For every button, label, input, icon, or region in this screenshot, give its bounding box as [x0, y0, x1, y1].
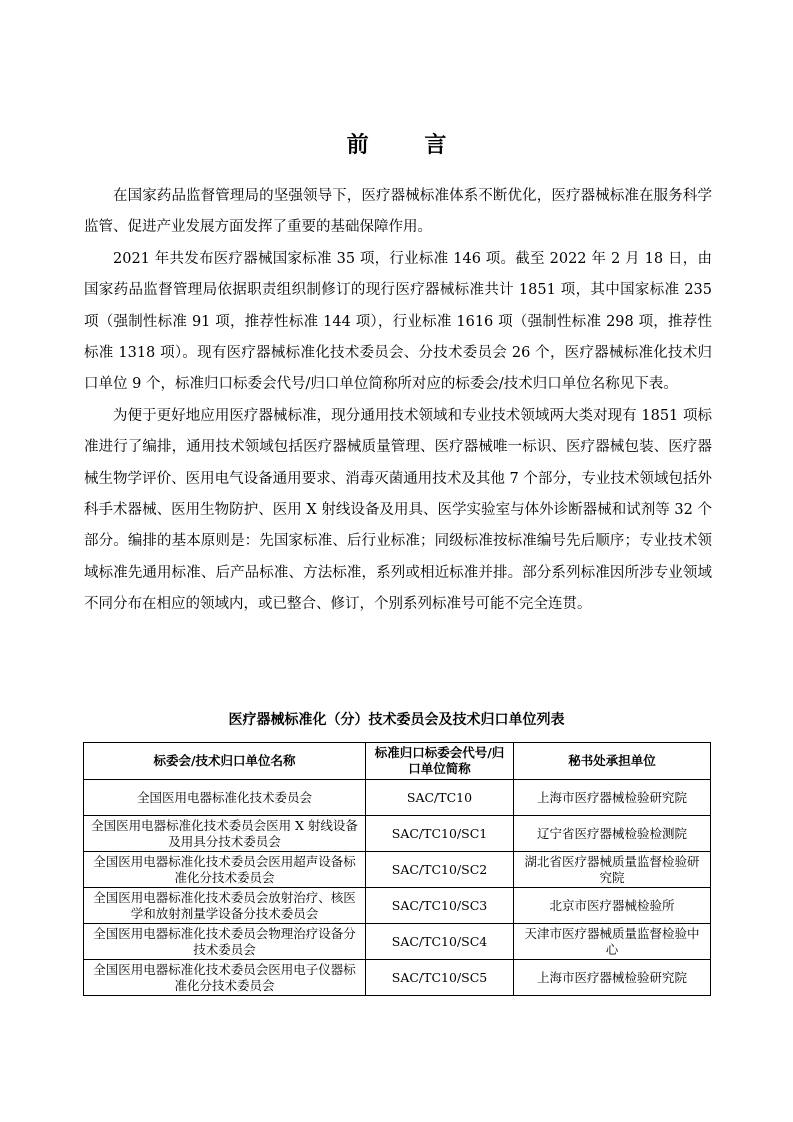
table-row — [84, 852, 711, 888]
secretariat-cell: 天津市医疗器械质量监督检验中心 — [514, 924, 711, 960]
committee-name-cell: 全国医用电器标准化技术委员会 — [84, 780, 366, 816]
secretariat-cell: 上海市医疗器械检验研究院 — [514, 960, 711, 996]
paragraph-1: 在国家药品监督管理局的坚强领导下，医疗器械标准体系不断优化，医疗器械标准在服务科学监管、促进产业发展方面发挥了重要的基础保障作用。 — [84, 188, 712, 236]
committee-name-cell: 全国医用电器标准化技术委员会医用 X 射线设备及用具分技术委员会 — [84, 816, 366, 852]
secretariat-cell: 辽宁省医疗器械检验检测院 — [514, 816, 711, 852]
committee-name-cell: 全国医用电器标准化技术委员会医用电子仪器标准化分技术委员会 — [84, 960, 366, 996]
secretariat-cell: 湖北省医疗器械质量监督检验研究院 — [514, 852, 711, 888]
secretariat-cell: 上海市医疗器械检验研究院 — [514, 780, 711, 816]
table-row — [84, 816, 711, 852]
committee-name-cell: 全国医用电器标准化技术委员会放射治疗、核医学和放射剂量学设备分技术委员会 — [84, 888, 366, 924]
secretariat-cell: 北京市医疗器械检验所 — [514, 888, 711, 924]
table-row — [84, 780, 711, 816]
header-secretariat: 秘书处承担单位 — [514, 743, 711, 780]
table-row — [84, 960, 711, 996]
preface-body — [84, 181, 712, 621]
table-row — [84, 924, 711, 960]
table-caption: 医疗器械标准化（分）技术委员会及技术归口单位列表 — [228, 712, 565, 728]
committee-code-cell: SAC/TC10/SC1 — [366, 816, 514, 852]
paragraph-2: 2021 年共发布医疗器械国家标准 35 项，行业标准 146 项。截至 2022 年 2 月 18 日，由国家药品监督管理局依据职责组织制修订的现行医疗器械标准共计 1851 项，其中国家标准 235 项（强制性标准 91 项，推荐性标准 144 项），行业标准 1616 项（强制性标准 298 项，推荐性标准 1318 项）。现有医疗器械标准化技术委员会、分技术委员会 26 个，医疗器械标准化技术归口单位 9 个，标准归口标委会代号/归口单位简称所对应的标委会/技术归口单位名称见下表。 — [84, 250, 712, 393]
committee-code-cell: SAC/TC10/SC3 — [366, 888, 514, 924]
table-header-row — [84, 743, 711, 780]
committee-name-cell: 全国医用电器标准化技术委员会医用超声设备标准化分技术委员会 — [84, 852, 366, 888]
committee-code-cell: SAC/TC10 — [366, 780, 514, 816]
committee-code-cell: SAC/TC10/SC2 — [366, 852, 514, 888]
header-committee-code: 标准归口标委会代号/归口单位简称 — [366, 743, 514, 780]
header-committee-name: 标委会/技术归口单位名称 — [84, 743, 366, 780]
committee-code-cell: SAC/TC10/SC5 — [366, 960, 514, 996]
committee-table — [83, 742, 711, 996]
committee-code-cell: SAC/TC10/SC4 — [366, 924, 514, 960]
page-title: 前 言 — [346, 133, 471, 158]
table-row — [84, 888, 711, 924]
committee-name-cell: 全国医用电器标准化技术委员会物理治疗设备分技术委员会 — [84, 924, 366, 960]
paragraph-3: 为便于更好地应用医疗器械标准，现分通用技术领域和专业技术领域两大类对现有 1851 项标准进行了编排，通用技术领域包括医疗器械质量管理、医疗器械唯一标识、医疗器械包装、医疗器械生物学评价、医用电气设备通用要求、消毒灭菌通用技术及其他 7 个部分，专业技术领域包括外科手术器械、医用生物防护、医用 X 射线设备及用具、医学实验室与体外诊断器械和试剂等 32 个部分。编排的基本原则是：先国家标准、后行业标准；同级标准按标准编号先后顺序；专业技术领域标准先通用标准、后产品标准、方法标准，系列或相近标准并排。部分系列标准因所涉专业领域不同分布在相应的领域内，或已整合、修订，个别系列标准号可能不完全连贯。 — [84, 407, 712, 613]
